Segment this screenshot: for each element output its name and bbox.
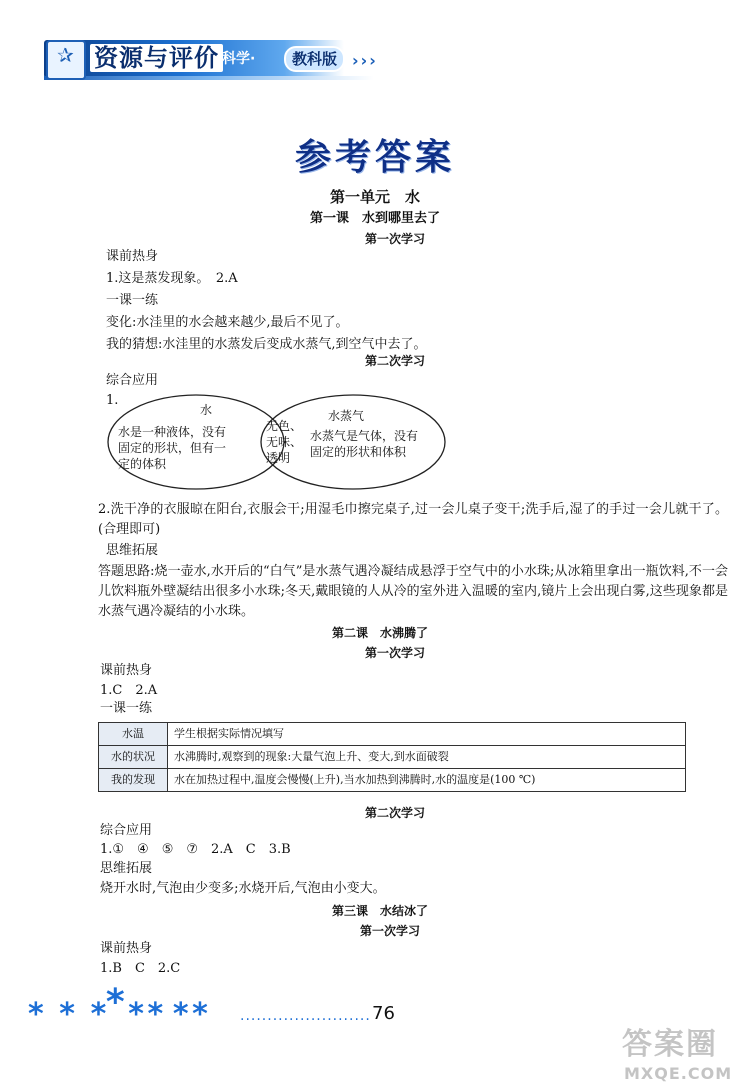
answer-line: 1.B C 2.C bbox=[100, 961, 181, 976]
table-row-value: 水在加热过程中,温度会慢慢(上升),当水加热到沸腾时,水的温度是(100 ℃) bbox=[168, 769, 686, 792]
page-title: 参考答案 bbox=[294, 137, 455, 178]
section-label: 课前热身 bbox=[106, 249, 159, 264]
answer-line: 1.① ④ ⑤ ⑦ 2.A C 3.B bbox=[100, 842, 291, 857]
brand-title: 资源与评价 bbox=[90, 44, 223, 72]
star-icon: * bbox=[192, 997, 208, 1032]
table-row-value: 水沸腾时,观察到的现象:大量气泡上升、变大,到水面破裂 bbox=[168, 746, 686, 769]
observation-table bbox=[98, 722, 686, 792]
venn-right-title: 水蒸气 bbox=[328, 409, 365, 423]
section-label: 思维拓展 bbox=[106, 543, 159, 558]
page-number: 76 bbox=[372, 1003, 395, 1024]
answer-line: 1.这是蒸发现象。 2.A bbox=[106, 271, 238, 286]
decorative-stars bbox=[28, 982, 218, 1034]
table-row bbox=[99, 746, 686, 769]
star-icon: * bbox=[105, 982, 125, 1023]
study-heading: 第一次学习 bbox=[359, 924, 420, 938]
unit-heading: 第一单元 水 bbox=[329, 188, 420, 206]
table-row-label: 我的发现 bbox=[99, 769, 168, 792]
star-icon: * bbox=[90, 997, 107, 1032]
footer-dots: ........................ bbox=[240, 1008, 371, 1024]
star-icon: * bbox=[28, 997, 44, 1032]
lesson-heading: 第三课 水结冰了 bbox=[331, 904, 428, 918]
venn-right-line: 固定的形状和体积 bbox=[310, 445, 407, 459]
answer-line: 变化:水洼里的水会越来越少,最后不见了。 bbox=[106, 315, 349, 330]
venn-left-line: 定的体积 bbox=[118, 457, 167, 471]
table-row bbox=[99, 769, 686, 792]
venn-left-line: 固定的形状，但有一 bbox=[118, 441, 227, 455]
section-label: 综合应用 bbox=[100, 823, 153, 838]
section-label: 课前热身 bbox=[100, 663, 153, 678]
watermark-logo: 答案圈 bbox=[622, 1027, 718, 1062]
star-icon: * bbox=[128, 997, 144, 1032]
section-label: 一课一练 bbox=[106, 293, 159, 308]
venn-middle-line: 无味、 bbox=[266, 435, 303, 449]
section-label: 思维拓展 bbox=[100, 861, 153, 876]
venn-diagram bbox=[100, 390, 450, 495]
table-row-label: 水温 bbox=[99, 723, 168, 746]
answer-line: 烧开水时,气泡由少变多;水烧开后,气泡由小变大。 bbox=[100, 881, 386, 896]
study-heading: 第一次学习 bbox=[364, 232, 425, 246]
star-logo-icon: ✰ bbox=[57, 43, 74, 67]
study-heading: 第一次学习 bbox=[364, 646, 425, 660]
answer-paragraph: 答题思路:烧一壶水,水开后的“白气”是水蒸气遇冷凝结成悬浮于空气中的小水珠;从冰箱里拿出一瓶饮料,不一会儿饮料瓶外壁凝结出很多小水珠;冬天,戴眼镜的人从冷的室外进入温暖的室内,镜片上会出现白雾,这些现象都是水蒸气遇冷凝结的小水珠。 bbox=[98, 564, 728, 619]
answer-line: 我的猜想:水洼里的水蒸发后变成水蒸气,到空气中去了。 bbox=[106, 337, 427, 352]
subject-label: 科学· bbox=[222, 51, 256, 67]
table-row-label: 水的状况 bbox=[99, 746, 168, 769]
header-stripe bbox=[44, 76, 374, 80]
answer-paragraph: 2.洗干净的衣服晾在阳台,衣服会干;用湿毛巾擦完桌子,过一会儿桌子变干;洗手后,湿了的手过一会儿就干了。(合理即可) bbox=[98, 502, 728, 537]
venn-left-title: 水 bbox=[200, 403, 213, 417]
lesson-heading: 第一课 水到哪里去了 bbox=[309, 211, 440, 226]
lesson-heading: 第二课 水沸腾了 bbox=[331, 626, 428, 640]
study-heading: 第二次学习 bbox=[364, 806, 425, 820]
venn-middle-line: 无色、 bbox=[266, 419, 303, 433]
section-label: 课前热身 bbox=[100, 941, 153, 956]
question-number: 1. bbox=[106, 393, 119, 408]
star-icon: * bbox=[147, 997, 164, 1032]
watermark-url: MXQE.COM bbox=[624, 1064, 733, 1083]
table-row-value: 学生根据实际情况填写 bbox=[168, 723, 686, 746]
edition-badge: 教科版 bbox=[284, 46, 345, 72]
section-label: 一课一练 bbox=[100, 701, 153, 716]
venn-right-line: 水蒸气是气体，没有 bbox=[310, 429, 419, 443]
publisher-logo bbox=[46, 40, 86, 80]
venn-middle-line: 透明 bbox=[266, 451, 291, 465]
answer-line: 1.C 2.A bbox=[100, 683, 158, 698]
star-icon: * bbox=[172, 997, 189, 1032]
table-row bbox=[99, 723, 686, 746]
study-heading: 第二次学习 bbox=[364, 354, 425, 368]
star-icon: * bbox=[59, 997, 75, 1032]
section-label: 综合应用 bbox=[106, 373, 159, 388]
chevron-right-icon: ››› bbox=[352, 51, 378, 70]
venn-left-line: 水是一种液体，没有 bbox=[118, 425, 227, 439]
